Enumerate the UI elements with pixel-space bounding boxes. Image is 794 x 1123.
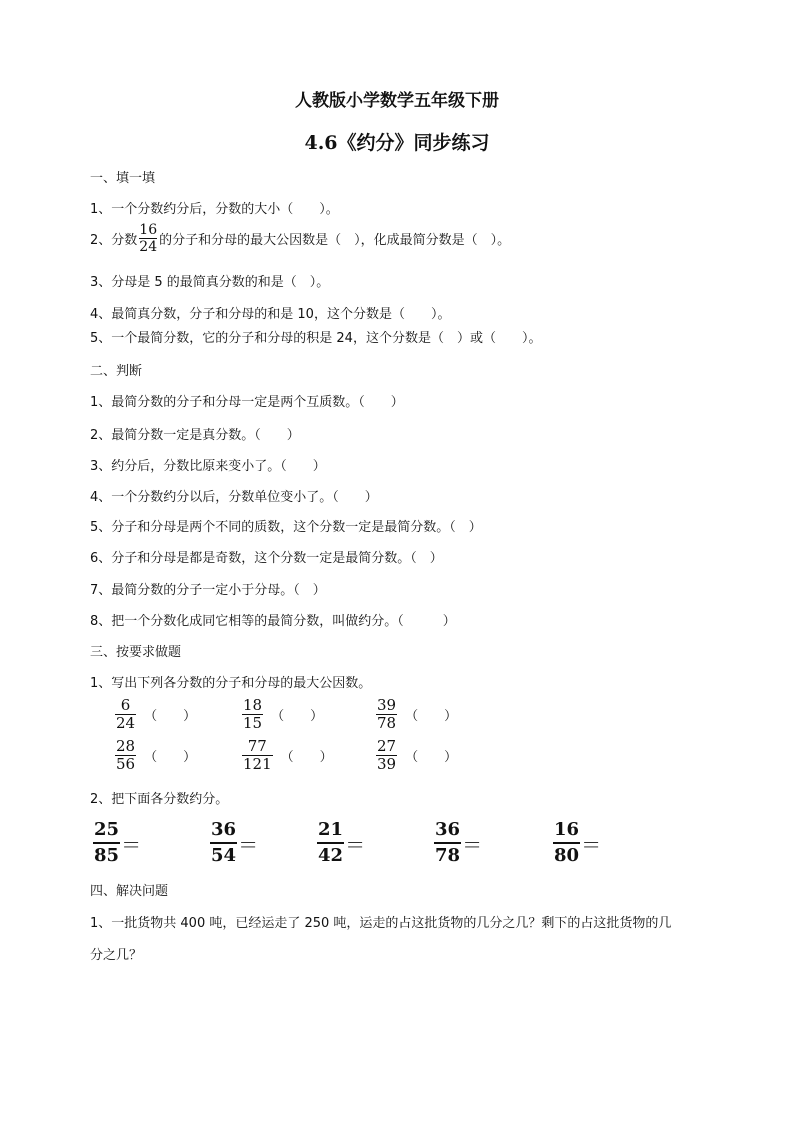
judge-question-3: 3、约分后，分数比原来变小了。（ ） xyxy=(90,459,326,474)
fraction-numerator: 36 xyxy=(435,819,461,840)
fraction xyxy=(317,818,344,868)
fraction-numerator: 77 xyxy=(247,737,267,755)
solve-question-1-line1: 1、一批货物共 400 吨，已经运走了 250 吨，运走的占这批货物的几分之几？剩下的占这批货物的几 xyxy=(90,916,672,931)
section-heading-solve: 四、解决问题 xyxy=(90,884,169,899)
document-title: 人教版小学数学五年级下册 xyxy=(295,91,499,111)
fraction-numerator: 39 xyxy=(377,696,397,714)
section-heading-judge: 二、判断 xyxy=(90,364,143,379)
gcd-item xyxy=(242,697,323,732)
judge-question-6: 6、分子和分母是都是奇数，这个分数一定是最简分数。（ ） xyxy=(90,551,443,566)
judge-question-1: 1、最简分数的分子和分母一定是两个互质数。（ ） xyxy=(90,395,404,410)
fraction xyxy=(553,818,580,868)
fraction xyxy=(434,818,461,868)
fraction xyxy=(115,697,136,732)
answer-blank: （ ） xyxy=(271,709,324,724)
fraction-numerator: 27 xyxy=(377,737,397,755)
fraction-denominator: 80 xyxy=(553,842,580,868)
fill-question-2-prefix: 2、分数 xyxy=(90,233,138,248)
fraction xyxy=(93,818,120,868)
fill-question-1: 1、一个分数约分后，分数的大小（ ）。 xyxy=(90,202,339,217)
fraction-denominator: 24 xyxy=(139,239,158,255)
reduce-item xyxy=(434,818,482,868)
fraction-numerator: 28 xyxy=(116,737,136,755)
fraction-numerator: 16 xyxy=(554,819,580,840)
fraction-denominator: 85 xyxy=(93,842,120,868)
fraction-numerator: 25 xyxy=(94,819,120,840)
fill-question-4: 4、最简真分数，分子和分母的和是 10，这个分数是（ ）。 xyxy=(90,307,451,322)
fraction-denominator: 42 xyxy=(317,842,344,868)
fraction-numerator: 18 xyxy=(243,696,263,714)
fraction-numerator: 21 xyxy=(318,819,344,840)
equals-sign: ＝ xyxy=(581,832,602,857)
fraction-denominator: 54 xyxy=(210,842,237,868)
fraction xyxy=(376,738,397,773)
fraction-denominator: 78 xyxy=(377,714,397,732)
fill-question-5: 5、一个最简分数，它的分子和分母的积是 24，这个分数是（ ）或（ ）。 xyxy=(90,331,542,346)
fill-question-3: 3、分母是 5 的最简真分数的和是（ ）。 xyxy=(90,275,330,290)
fraction-numerator: 36 xyxy=(211,819,237,840)
fill-question-2-fraction xyxy=(139,222,157,255)
answer-blank: （ ） xyxy=(280,750,333,765)
answer-blank: （ ） xyxy=(144,750,197,765)
judge-question-5: 5、分子和分母是两个不同的质数，这个分数一定是最简分数。（ ） xyxy=(90,520,482,535)
equals-sign: ＝ xyxy=(462,832,483,857)
fraction xyxy=(210,818,237,868)
fraction xyxy=(242,697,263,732)
judge-question-4: 4、一个分数约分以后，分数单位变小了。（ ） xyxy=(90,490,378,505)
judge-question-7: 7、最简分数的分子一定小于分母。（ ） xyxy=(90,583,326,598)
fill-question-2-suffix: 的分子和分母的最大公因数是（ ），化成最简分数是（ ）。 xyxy=(159,233,511,248)
fraction-denominator: 121 xyxy=(243,755,272,773)
judge-question-8: 8、把一个分数化成同它相等的最简分数，叫做约分。（ ） xyxy=(90,614,456,629)
reduce-item xyxy=(210,818,258,868)
task-question-1: 1、写出下列各分数的分子和分母的最大公因数。 xyxy=(90,676,372,691)
fraction-denominator: 56 xyxy=(116,755,136,773)
equals-sign: ＝ xyxy=(238,832,259,857)
answer-blank: （ ） xyxy=(405,750,458,765)
fraction xyxy=(242,738,273,773)
task-question-2: 2、把下面各分数约分。 xyxy=(90,792,229,807)
fill-question-2 xyxy=(90,222,510,255)
reduce-item xyxy=(553,818,601,868)
reduce-item xyxy=(93,818,141,868)
fraction-denominator: 39 xyxy=(377,755,397,773)
answer-blank: （ ） xyxy=(405,709,458,724)
equals-sign: ＝ xyxy=(345,832,366,857)
fraction-numerator: 16 xyxy=(139,222,158,238)
equals-sign: ＝ xyxy=(121,832,142,857)
fraction xyxy=(115,738,136,773)
gcd-item xyxy=(376,697,457,732)
fraction-denominator: 24 xyxy=(116,714,136,732)
section-heading-task: 三、按要求做题 xyxy=(90,645,182,660)
document-subtitle: 4.6《约分》同步练习 xyxy=(304,132,490,154)
fraction xyxy=(376,697,397,732)
solve-question-1-line2: 分之几？ xyxy=(90,948,143,963)
fraction-denominator: 78 xyxy=(434,842,461,868)
fraction-numerator: 6 xyxy=(120,696,131,714)
reduce-item xyxy=(317,818,365,868)
gcd-item xyxy=(115,738,196,773)
gcd-item xyxy=(115,697,196,732)
fraction-denominator: 15 xyxy=(243,714,263,732)
answer-blank: （ ） xyxy=(144,709,197,724)
gcd-item xyxy=(376,738,457,773)
section-heading-fill: 一、填一填 xyxy=(90,171,156,186)
gcd-item xyxy=(242,738,333,773)
judge-question-2: 2、最简分数一定是真分数。（ ） xyxy=(90,428,300,443)
